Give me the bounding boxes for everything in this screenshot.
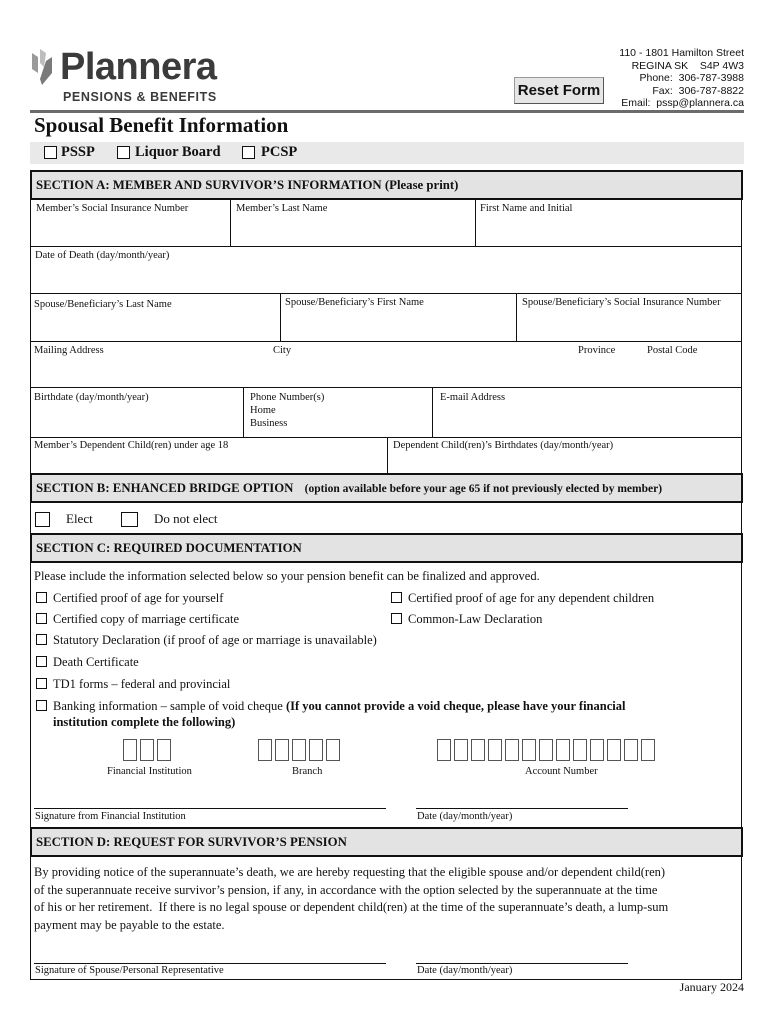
divider — [280, 293, 281, 341]
home-phone-label: Home — [250, 405, 276, 416]
death-cert-checkbox[interactable] — [36, 656, 47, 667]
divider — [432, 387, 433, 437]
proof-age-self-checkbox[interactable] — [36, 592, 47, 603]
city-field[interactable]: City — [273, 345, 292, 356]
plan-option-pssp[interactable] — [44, 144, 95, 161]
dependent-children-field[interactable]: Member’s Dependent Child(ren) under age 18 — [34, 440, 229, 451]
reset-form-button[interactable]: Reset Form — [514, 77, 604, 104]
spouse-signature-label: Signature of Spouse/Personal Representative — [35, 965, 224, 976]
item-label: Statutory Declaration (if proof of age or marriage is unavailable) — [53, 633, 377, 647]
section-c-intro: Please include the information selected below so your pension benefit can be finalized and approved. — [34, 569, 540, 583]
marriage-cert-item[interactable] — [36, 611, 239, 627]
spouse-last-name-field[interactable]: Spouse/Beneficiary’s Last Name — [34, 299, 172, 310]
address-line: Email: pssp@plannera.ca — [621, 97, 744, 110]
digit-box[interactable] — [607, 739, 621, 761]
plannera-leaf-icon — [30, 47, 54, 87]
plan-option-liquor-board[interactable] — [117, 144, 221, 161]
digit-box[interactable] — [123, 739, 137, 761]
digit-box[interactable] — [641, 739, 655, 761]
digit-box[interactable] — [454, 739, 468, 761]
td1-item[interactable] — [36, 676, 230, 692]
brand-name: Plannera — [60, 46, 217, 88]
fi-signature-line[interactable] — [34, 808, 386, 809]
marriage-cert-checkbox[interactable] — [36, 613, 47, 624]
common-law-checkbox[interactable] — [391, 613, 402, 624]
item-label: Certified proof of age for any dependent children — [408, 591, 655, 605]
digit-box[interactable] — [522, 739, 536, 761]
digit-box[interactable] — [140, 739, 154, 761]
digit-box[interactable] — [590, 739, 604, 761]
plan-option-pcsp[interactable] — [242, 144, 297, 161]
spouse-sin-field[interactable]: Spouse/Beneficiary’s Social Insurance Number — [522, 297, 721, 308]
item-label: Death Certificate — [53, 655, 139, 669]
divider — [30, 246, 742, 247]
pssp-checkbox[interactable] — [44, 146, 57, 159]
common-law-item[interactable] — [391, 611, 542, 627]
divider — [230, 200, 231, 246]
divider — [516, 293, 517, 341]
fi-signature-label: Signature from Financial Institution — [35, 811, 186, 822]
digit-box[interactable] — [309, 739, 323, 761]
elect-label: Elect — [66, 511, 93, 526]
banking-checkbox[interactable] — [36, 700, 47, 711]
branch-boxes[interactable] — [258, 739, 343, 766]
first-name-initial-field[interactable]: First Name and Initial — [480, 203, 573, 214]
brand-subtitle: PENSIONS & BENEFITS — [63, 90, 217, 104]
survivor-request-paragraph — [34, 864, 668, 934]
do-not-elect-checkbox[interactable] — [121, 512, 138, 527]
contact-address — [619, 47, 744, 110]
member-sin-field[interactable]: Member’s Social Insurance Number — [36, 203, 189, 214]
elect-option[interactable] — [35, 511, 93, 527]
liquor-board-checkbox[interactable] — [117, 146, 130, 159]
item-label: Certified copy of marriage certificate — [53, 612, 240, 626]
do-not-elect-label: Do not elect — [154, 511, 218, 526]
account-number-label: Account Number — [525, 766, 598, 777]
section-d-heading: SECTION D: REQUEST FOR SURVIVOR’S PENSION — [30, 827, 743, 857]
spouse-first-name-field[interactable]: Spouse/Beneficiary’s First Name — [285, 297, 424, 308]
fi-date-line[interactable] — [416, 808, 628, 809]
statutory-item[interactable] — [36, 632, 377, 648]
section-b-title: SECTION B: ENHANCED BRIDGE OPTION — [36, 481, 294, 495]
proof-age-children-item[interactable] — [391, 590, 654, 606]
phone-label: Phone Number(s) — [250, 392, 325, 403]
divider — [30, 437, 742, 438]
section-b-heading — [30, 473, 743, 503]
paragraph-line: of his or her retirement. If there is no legal spouse or dependent child(ren) at the time of the superannuate’s death, a lump-sum — [34, 900, 669, 914]
section-b-note: (option available before your age 65 if not previously elected by member) — [304, 483, 663, 495]
address-line: 110 - 1801 Hamilton Street — [619, 47, 744, 59]
digit-box[interactable] — [505, 739, 519, 761]
branch-label: Branch — [292, 766, 323, 777]
digit-box[interactable] — [539, 739, 553, 761]
plan-label: PCSP — [261, 144, 298, 160]
digit-box[interactable] — [556, 739, 570, 761]
proof-age-self-item[interactable] — [36, 590, 223, 606]
pcsp-checkbox[interactable] — [242, 146, 255, 159]
paragraph-line: By providing notice of the superannuate’s death, we are hereby requesting that the eligible spouse and/or dependent child(ren) — [34, 865, 666, 879]
email-field[interactable]: E-mail Address — [440, 392, 506, 403]
digit-box[interactable] — [437, 739, 451, 761]
item-label: Certified proof of age for yourself — [53, 591, 224, 605]
digit-box[interactable] — [471, 739, 485, 761]
form-revision-date: January 2024 — [679, 980, 744, 994]
phone-numbers-field[interactable] — [250, 391, 324, 430]
account-number-boxes[interactable] — [437, 739, 658, 766]
td1-checkbox[interactable] — [36, 678, 47, 689]
plan-label: PSSP — [61, 144, 95, 160]
dependent-birthdates-field[interactable]: Dependent Child(ren)’s Birthdates (day/month/year) — [393, 440, 614, 451]
divider — [30, 293, 742, 294]
item-label: Common-Law Declaration — [408, 612, 543, 626]
postal-code-field[interactable]: Postal Code — [647, 345, 698, 356]
address-line: REGINA SK S4P 4W3 — [631, 59, 744, 72]
banking-text — [53, 698, 625, 714]
digit-box[interactable] — [573, 739, 587, 761]
divider — [30, 387, 742, 388]
item-label: TD1 forms – federal and provincial — [53, 677, 231, 691]
divider — [30, 341, 742, 342]
mailing-address-field[interactable]: Mailing Address — [34, 345, 104, 356]
do-not-elect-option[interactable] — [121, 511, 218, 527]
divider — [475, 200, 476, 246]
business-phone-label: Business — [250, 418, 288, 429]
digit-box[interactable] — [157, 739, 171, 761]
digit-box[interactable] — [292, 739, 306, 761]
proof-age-children-checkbox[interactable] — [391, 592, 402, 603]
statutory-checkbox[interactable] — [36, 634, 47, 645]
section-a-fields — [30, 200, 742, 474]
plan-label: Liquor Board — [135, 144, 221, 160]
elect-checkbox[interactable] — [35, 512, 50, 527]
plan-options-row — [30, 142, 744, 164]
address-line: Phone: 306-787-3988 — [639, 72, 744, 85]
fi-date-label: Date (day/month/year) — [417, 811, 513, 822]
digit-box[interactable] — [326, 739, 340, 761]
paragraph-line: of the superannuate receive survivor’s pension, if any, in accordance with the option selected by the superannuate at the time — [34, 882, 658, 897]
death-cert-item[interactable] — [36, 654, 139, 670]
paragraph-line: payment may be payable to the estate. — [34, 917, 225, 932]
banking-bold: (If you cannot provide a void cheque, please have your financial — [285, 699, 626, 713]
banking-item[interactable] — [36, 698, 625, 714]
digit-box[interactable] — [275, 739, 289, 761]
banking-bold-cont: institution complete the following) — [53, 715, 236, 729]
financial-institution-boxes[interactable] — [123, 739, 174, 766]
financial-institution-label: Financial Institution — [107, 766, 192, 777]
section-c-heading: SECTION C: REQUIRED DOCUMENTATION — [30, 533, 743, 563]
spouse-date-label: Date (day/month/year) — [417, 965, 513, 976]
digit-box[interactable] — [488, 739, 502, 761]
digit-box[interactable] — [624, 739, 638, 761]
banking-plain: Banking information – sample of void cheque — [53, 699, 286, 713]
divider — [387, 437, 388, 474]
divider — [243, 387, 244, 437]
address-line: Fax: 306-787-8822 — [652, 84, 744, 97]
digit-box[interactable] — [258, 739, 272, 761]
province-field[interactable]: Province — [578, 345, 616, 356]
member-last-name-field[interactable]: Member’s Last Name — [236, 203, 328, 214]
birthdate-field[interactable]: Birthdate (day/month/year) — [34, 392, 149, 403]
section-a-heading: SECTION A: MEMBER AND SURVIVOR’S INFORMATION (Please print) — [30, 170, 743, 200]
date-of-death-field[interactable]: Date of Death (day/month/year) — [35, 250, 170, 261]
page-title: Spousal Benefit Information — [34, 113, 289, 137]
